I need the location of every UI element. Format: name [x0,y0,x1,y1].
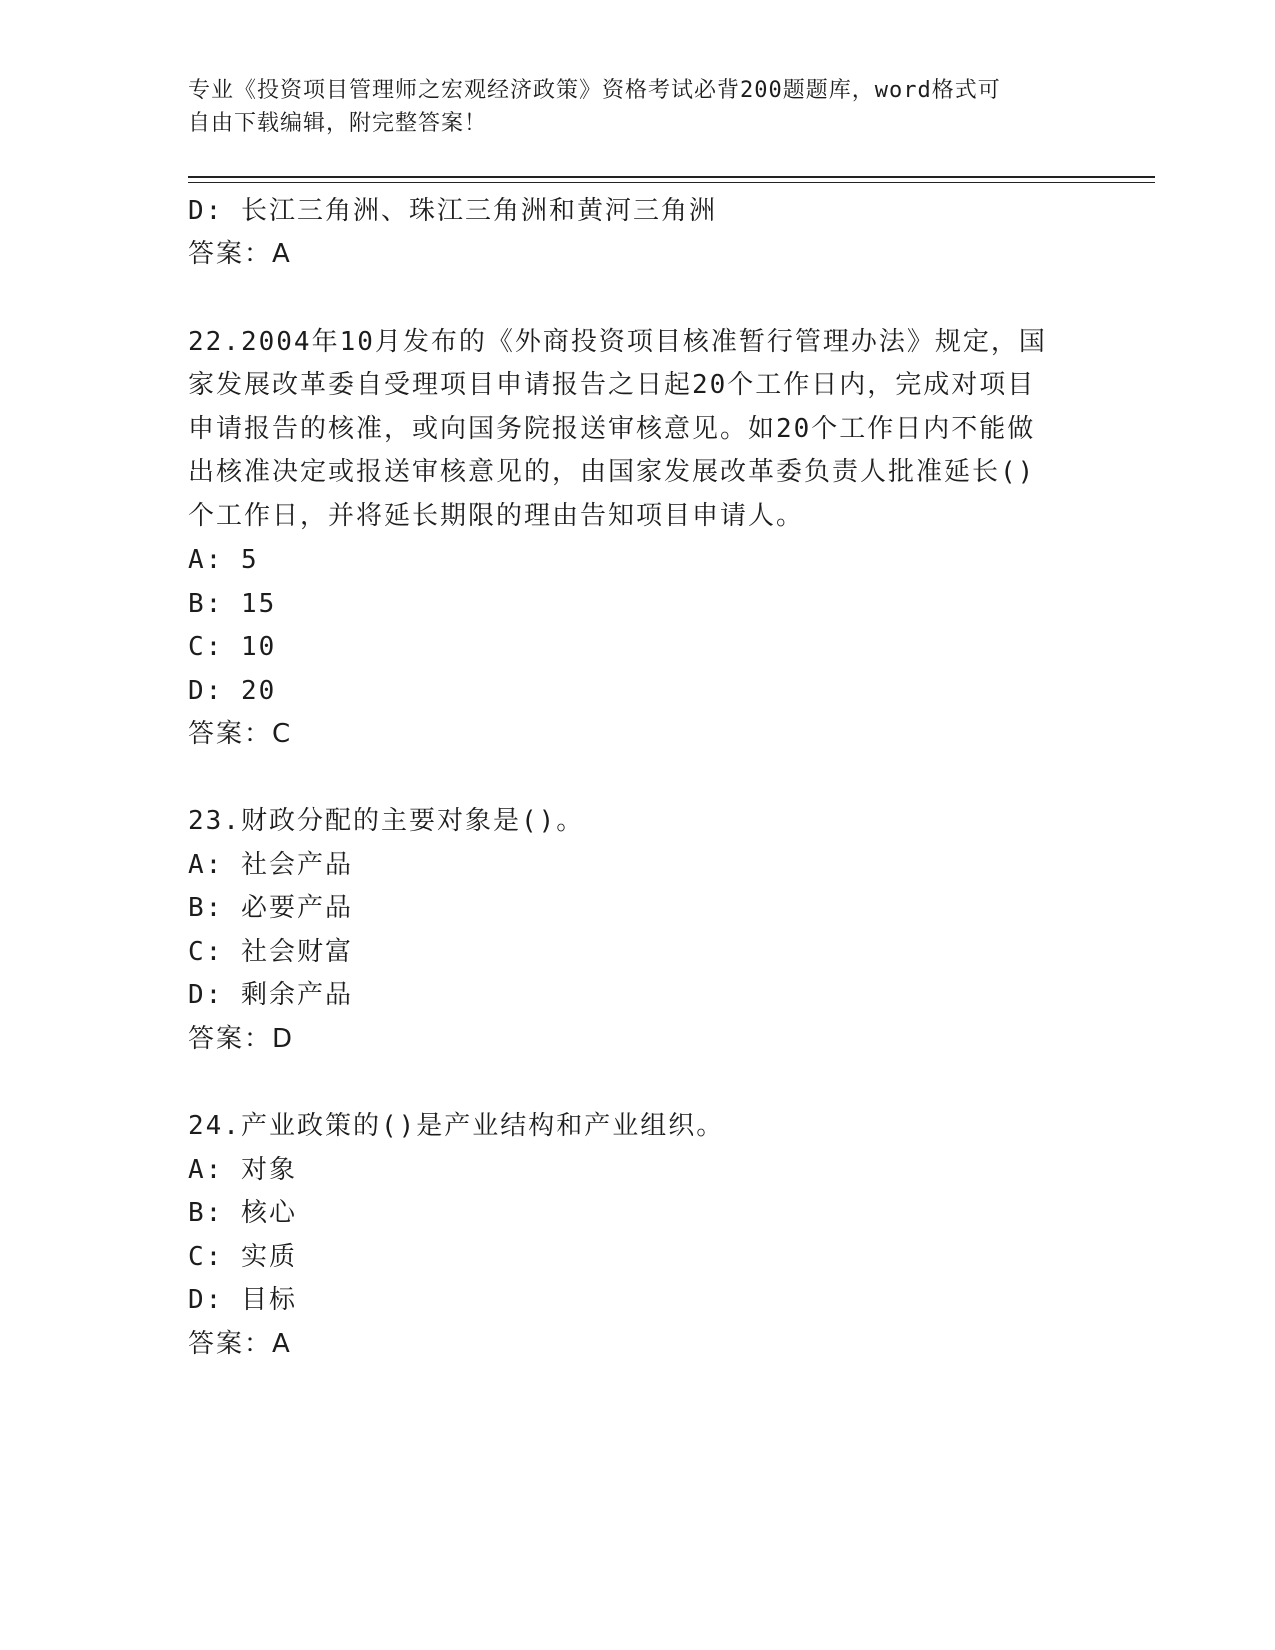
option-c: C: 实质 [188,1242,297,1272]
prev-option-d: D: 长江三角洲、珠江三角洲和黄河三角洲 [188,196,717,226]
question-stem-line: 23.财政分配的主要对象是()。 [188,806,585,836]
document-header [188,74,1088,140]
question-stem-line: 出核准决定或报送审核意见的，由国家发展改革委负责人批准延长() [188,457,1036,487]
option-b: B: 15 [188,589,277,619]
question-stem-line: 家发展改革委自受理项目申请报告之日起20个工作日内，完成对项目 [188,370,1036,400]
question-stem-line: 22.2004年10月发布的《外商投资项目核准暂行管理办法》规定，国 [188,327,1047,357]
option-d: D: 剩余产品 [188,980,353,1010]
option-d: D: 20 [188,676,277,706]
header-line-2: 自由下载编辑，附完整答案！ [188,111,488,136]
header-rule-thin [188,182,1155,183]
option-a: A: 5 [188,545,259,575]
option-b: B: 核心 [188,1198,297,1228]
header-rule-thick [188,176,1155,178]
option-a: A: 对象 [188,1155,297,1185]
answer: 答案：A [188,1329,292,1359]
question-stem-line: 24.产业政策的()是产业结构和产业组织。 [188,1111,725,1141]
option-b: B: 必要产品 [188,893,353,923]
option-d: D: 目标 [188,1285,297,1315]
option-c: C: 社会财富 [188,937,353,967]
option-a: A: 社会产品 [188,850,353,880]
prev-answer: 答案：A [188,239,292,269]
option-c: C: 10 [188,632,277,662]
question-stem-line: 个工作日，并将延长期限的理由告知项目申请人。 [188,501,805,531]
header-line-1: 专业《投资项目管理师之宏观经济政策》资格考试必背200题题库，word格式可 [188,78,1001,103]
question-stem-line: 申请报告的核准，或向国务院报送审核意见。如20个工作日内不能做 [188,414,1036,444]
answer: 答案：C [188,719,293,749]
answer: 答案：D [188,1024,295,1054]
